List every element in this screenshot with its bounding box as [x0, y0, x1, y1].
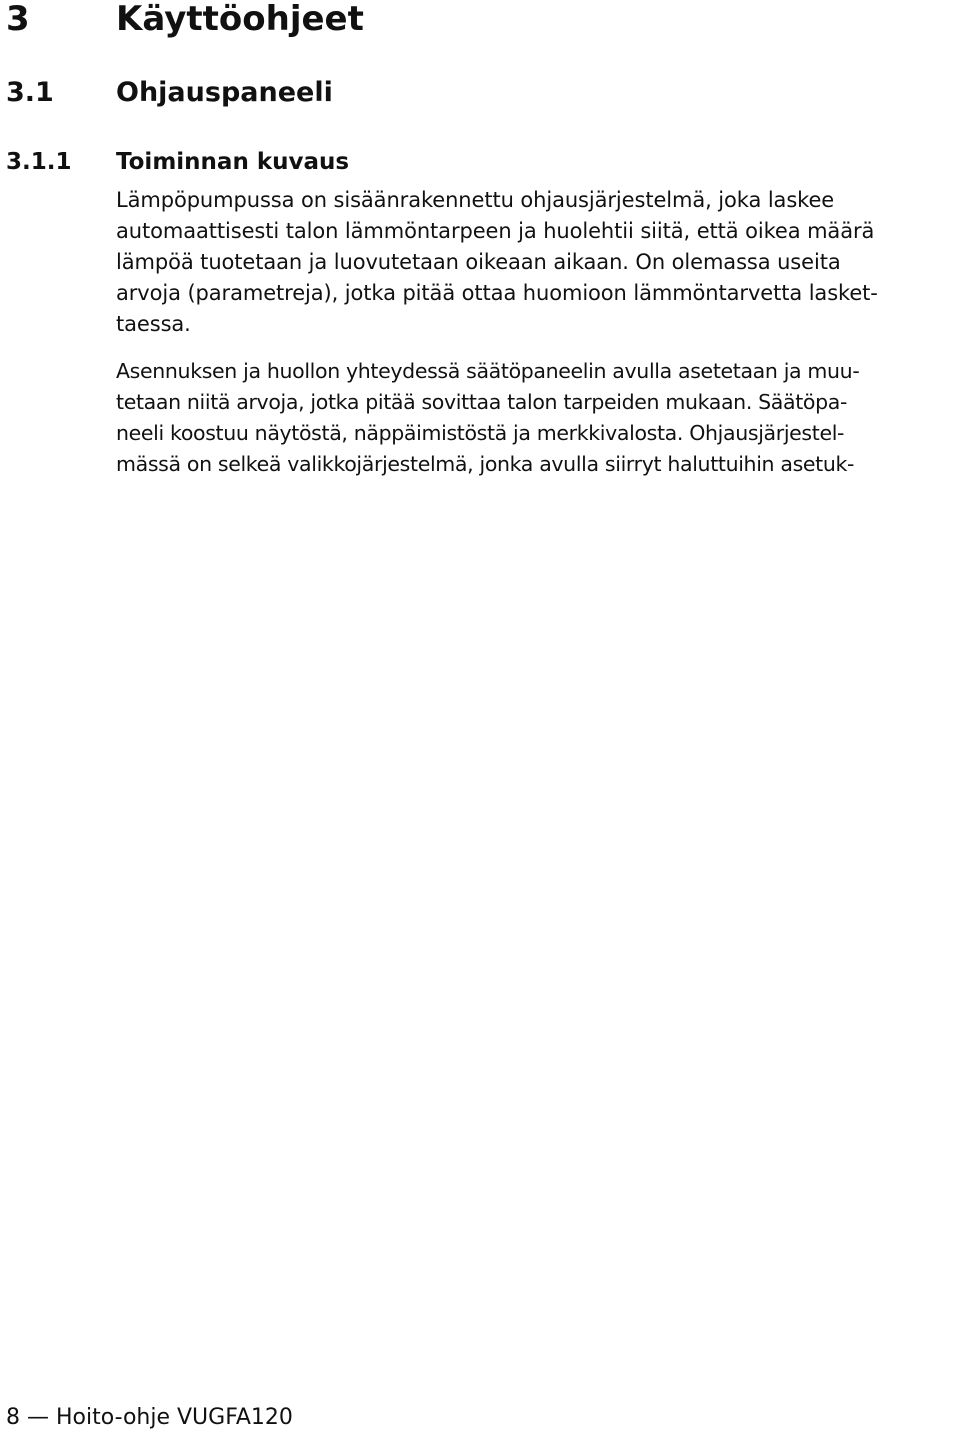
page-footer: [6, 1402, 300, 1434]
section-title: Ohjauspaneeli: [116, 77, 333, 108]
subsection-title: Toiminnan kuvaus: [116, 149, 350, 175]
paragraph-line: automaattisesti talon lämmöntarpeen ja huolehtii siitä, että oikea määrä: [116, 219, 875, 243]
subsection-heading: [0, 146, 960, 178]
footer-separator: —: [27, 1405, 49, 1430]
chapter-heading: [0, 0, 960, 44]
paragraph-line: lämpöä tuotetaan ja luovutetaan oikeaan aikaan. On olemassa useita: [116, 250, 841, 274]
paragraph-line: Asennuksen ja huollon yhteydessä säätöpaneelin avulla asetetaan ja muu-: [116, 359, 860, 383]
section-number: 3.1: [6, 77, 54, 108]
page-number: 8: [6, 1405, 20, 1430]
chapter-number: 3: [6, 0, 30, 39]
paragraph-line: taessa.: [116, 312, 191, 336]
paragraph-line: arvoja (parametreja), jotka pitää ottaa huomioon lämmöntarvetta lasket-: [116, 281, 878, 305]
paragraph-control-panel: [116, 356, 960, 480]
paragraph-line: Lämpöpumpussa on sisäänrakennettu ohjausjärjestelmä, joka laskee: [116, 188, 835, 212]
subsection-number: 3.1.1: [6, 149, 72, 175]
paragraph-line: neeli koostuu näytöstä, näppäimistöstä ja merkkivalosta. Ohjausjärjestel-: [116, 421, 845, 445]
chapter-title: Käyttöohjeet: [116, 0, 364, 39]
paragraph-line: tetaan niitä arvoja, jotka pitää sovittaa talon tarpeiden mukaan. Säätöpa-: [116, 390, 848, 414]
paragraph-function-description: [116, 185, 960, 340]
document-title: Hoito-ohje VUGFA120: [56, 1405, 293, 1430]
paragraph-line: mässä on selkeä valikkojärjestelmä, jonka avulla siirryt haluttuihin asetuk-: [116, 452, 855, 476]
section-heading: [0, 75, 960, 111]
